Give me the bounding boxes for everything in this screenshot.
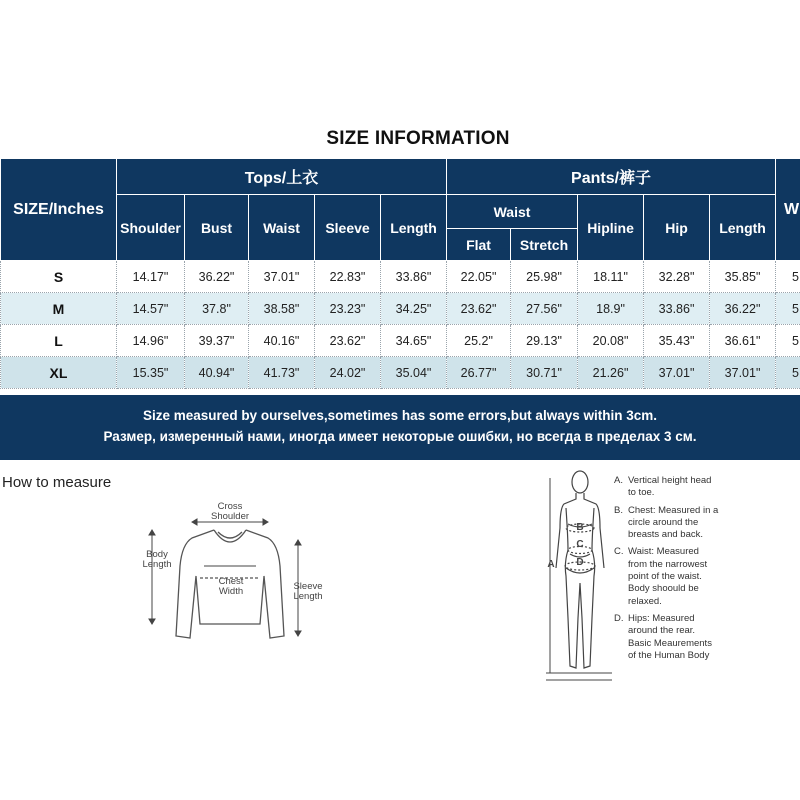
note-text: Hips: Measured around the rear. Basic Meaurements of the Human Body <box>628 612 712 661</box>
table-cell: 23.23" <box>315 293 381 325</box>
letter-a: A <box>547 559 555 570</box>
human-body-diagram <box>538 468 616 688</box>
table-row <box>1 261 800 293</box>
table-cell: 34.25" <box>381 293 447 325</box>
notice-russian: Размер, измеренный нами, иногда имеет некоторые ошибки, но всегда в пределах 3 см. <box>103 429 697 444</box>
table-cell-cut: 5 <box>776 357 800 389</box>
table-cell: 40.16" <box>249 325 315 357</box>
table-cell: 18.9" <box>578 293 644 325</box>
pants-header: Pants/裤子 <box>447 159 776 195</box>
how-to-measure-heading: How to measure <box>2 474 112 491</box>
table-cell: 35.04" <box>381 357 447 389</box>
table-cell-cut: 5 <box>776 293 800 325</box>
note-key: A. <box>614 475 623 486</box>
note-item <box>614 613 794 662</box>
table-cell: 37.01" <box>249 261 315 293</box>
size-label: L <box>1 325 117 357</box>
table-cell: 27.56" <box>511 293 578 325</box>
table-cell: 23.62" <box>447 293 511 325</box>
measurement-notes <box>614 475 794 667</box>
note-key: D. <box>614 612 624 624</box>
table-cell: 37.01" <box>644 357 710 389</box>
size-label: XL <box>1 357 117 389</box>
letter-b: B <box>576 522 584 533</box>
letter-d: D <box>576 557 584 568</box>
body-length-label: Body Length <box>142 549 172 570</box>
note-text: Waist: Measured from the narrowest point of the waist. Body shoould be relaxed. <box>628 546 708 607</box>
table-cell: 14.57" <box>117 293 185 325</box>
table-cell: 21.26" <box>578 357 644 389</box>
table-cell: 14.17" <box>117 261 185 293</box>
col-hip: Hip <box>644 195 710 261</box>
col-waist-stretch: Stretch <box>511 229 578 261</box>
table-cell: 26.77" <box>447 357 511 389</box>
table-cell: 34.65" <box>381 325 447 357</box>
note-text: Chest: Measured in a circle around the breasts and back. <box>628 504 719 541</box>
table-cell: 37.01" <box>710 357 776 389</box>
table-cell: 40.94" <box>185 357 249 389</box>
table-cell: 22.05" <box>447 261 511 293</box>
table-cell: 14.96" <box>117 325 185 357</box>
note-key: C. <box>614 546 624 558</box>
table-cell: 37.8" <box>185 293 249 325</box>
measurement-notice <box>0 395 800 460</box>
size-label: S <box>1 261 117 293</box>
table-cell: 15.35" <box>117 357 185 389</box>
table-cell: 35.85" <box>710 261 776 293</box>
table-cell: 41.73" <box>249 357 315 389</box>
table-row <box>1 293 800 325</box>
cross-shoulder-label: Cross Shoulder <box>210 501 250 522</box>
tops-header: Tops/上衣 <box>117 159 447 195</box>
size-table <box>0 158 800 394</box>
table-cell-cut: 5 <box>776 325 800 357</box>
col-pants-waist: Waist <box>447 195 578 229</box>
col-sleeve: Sleeve <box>315 195 381 261</box>
col-waist-flat: Flat <box>447 229 511 261</box>
table-cell: 39.37" <box>185 325 249 357</box>
col-waist: Waist <box>249 195 315 261</box>
note-text: Vertical height head to toe. <box>628 475 712 499</box>
size-label: M <box>1 293 117 325</box>
table-cell: 36.61" <box>710 325 776 357</box>
size-column-header: SIZE/Inches <box>1 159 117 261</box>
table-cell: 24.02" <box>315 357 381 389</box>
table-cell: 20.08" <box>578 325 644 357</box>
notice-english: Size measured by ourselves,sometimes has some errors,but always within 3cm. <box>143 408 657 423</box>
col-tops-length: Length <box>381 195 447 261</box>
note-item <box>614 546 794 607</box>
table-row <box>1 325 800 357</box>
table-cell: 38.58" <box>249 293 315 325</box>
table-cell: 25.98" <box>511 261 578 293</box>
note-item <box>614 505 794 542</box>
sleeve-length-label: Sleeve Length <box>293 581 323 602</box>
letter-c: C <box>576 539 584 550</box>
chest-width-label: Chest Width <box>218 576 244 597</box>
col-hipline: Hipline <box>578 195 644 261</box>
col-pants-length: Length <box>710 195 776 261</box>
table-cell: 35.43" <box>644 325 710 357</box>
table-cell: 18.11" <box>578 261 644 293</box>
table-cell: 25.2" <box>447 325 511 357</box>
table-cell: 23.62" <box>315 325 381 357</box>
table-cell: 30.71" <box>511 357 578 389</box>
table-cell: 33.86" <box>381 261 447 293</box>
table-cell: 22.83" <box>315 261 381 293</box>
page-title: SIZE INFORMATION <box>326 128 510 149</box>
table-cell: 32.28" <box>644 261 710 293</box>
table-cell: 36.22" <box>185 261 249 293</box>
table-cell-cut: 5 <box>776 261 800 293</box>
note-item <box>614 475 794 500</box>
note-key: B. <box>614 504 623 516</box>
cut-header: W <box>776 159 800 261</box>
col-bust: Bust <box>185 195 249 261</box>
table-row <box>1 357 800 389</box>
table-cell: 33.86" <box>644 293 710 325</box>
table-cell: 36.22" <box>710 293 776 325</box>
table-cell: 29.13" <box>511 325 578 357</box>
col-shoulder: Shoulder <box>117 195 185 261</box>
